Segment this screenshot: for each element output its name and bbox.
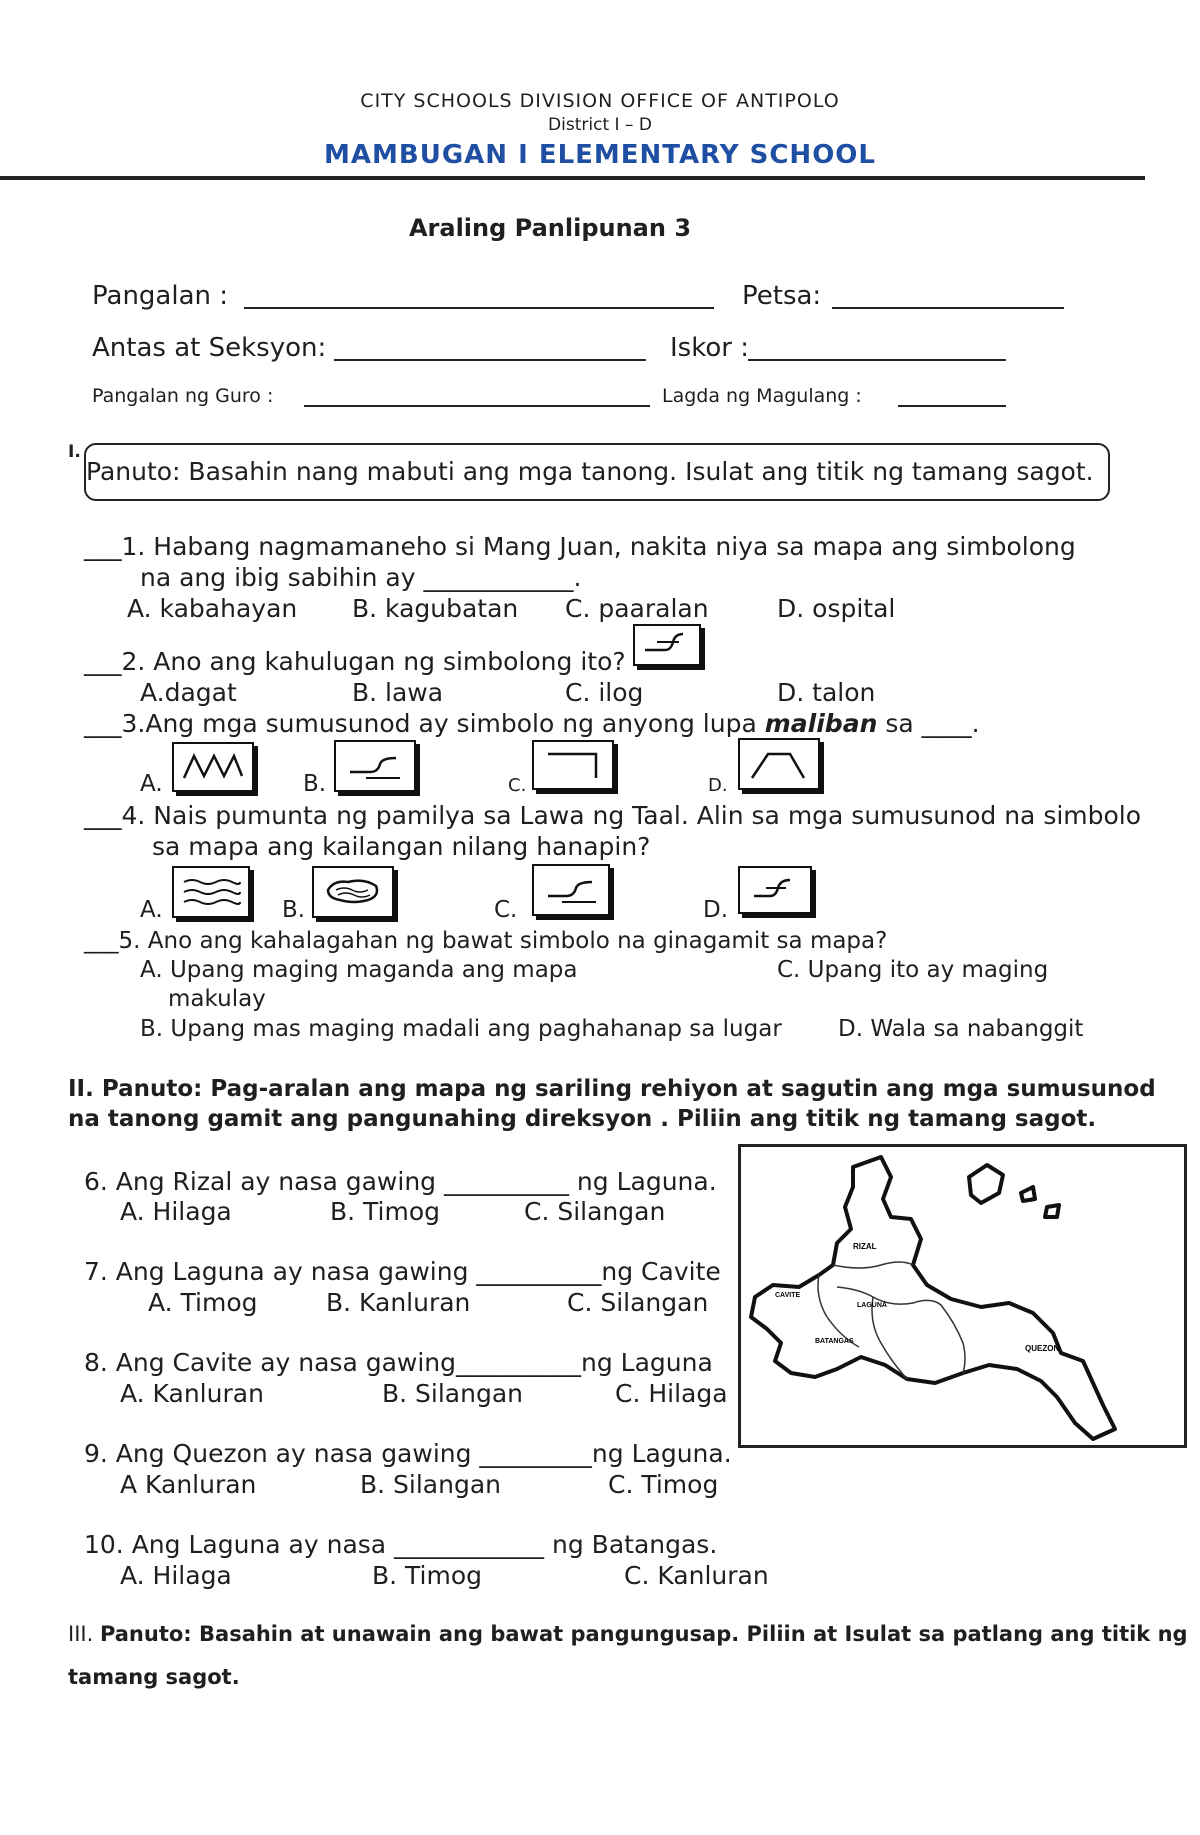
q5-option-a[interactable]: A. Upang maging maganda ang mapa [140, 957, 578, 983]
q6-text: 6. Ang Rizal ay nasa gawing __________ ng Laguna. [84, 1167, 717, 1196]
grade-section-label: Antas at Seksyon: [92, 333, 327, 363]
q1-option-b[interactable]: B. kagubatan [352, 594, 519, 623]
q3-text [84, 709, 980, 738]
q7-option-b[interactable]: B. Kanluran [326, 1288, 471, 1317]
river-symbol-2-icon [334, 740, 416, 792]
mountain-symbol-icon [738, 738, 820, 790]
q5-option-c[interactable]: C. Upang ito ay maging [777, 957, 1049, 983]
q8-option-c[interactable]: C. Hilaga [615, 1379, 728, 1408]
q9-option-b[interactable]: B. Silangan [360, 1470, 502, 1499]
river-symbol-3-icon [532, 864, 610, 916]
teacher-field[interactable] [304, 405, 650, 407]
waterfall-symbol-icon [738, 866, 812, 914]
q8-text: 8. Ang Cavite ay nasa gawing__________ng Laguna [84, 1348, 713, 1377]
score-label: Iskor : [670, 333, 749, 363]
name-label: Pangalan : [92, 281, 229, 311]
q1-line2: na ang ibig sabihin ay ____________. [140, 563, 582, 592]
q9-option-c[interactable]: C. Timog [608, 1470, 719, 1499]
river-symbol-icon [633, 624, 701, 666]
subject-title: Araling Panlipunan 3 [408, 214, 692, 242]
q7-option-c[interactable]: C. Silangan [567, 1288, 709, 1317]
parent-label: Lagda ng Magulang : [662, 385, 862, 407]
part3-instruction-line2: tamang sagot. [68, 1665, 240, 1689]
mountain-range-symbol-icon [172, 742, 254, 792]
q5-option-b[interactable]: B. Upang mas maging madali ang paghahanap sa lugar [140, 1016, 782, 1042]
q3-emphasis: maliban [764, 709, 878, 738]
plateau-symbol-icon [532, 740, 614, 790]
q5-text: ___5. Ano ang kahalagahan ng bawat simbolo na ginagamit sa mapa? [84, 928, 888, 954]
q2-option-d[interactable]: D. talon [777, 678, 876, 707]
q7-option-a[interactable]: A. Timog [148, 1288, 258, 1317]
teacher-label: Pangalan ng Guro : [92, 385, 274, 407]
map-label-cavite: CAVITE [775, 1292, 801, 1299]
parent-field[interactable] [898, 405, 1006, 407]
q1-option-a[interactable]: A. kabahayan [127, 594, 298, 623]
q4-letter-b[interactable]: B. [282, 897, 306, 923]
q10-option-a[interactable]: A. Hilaga [120, 1561, 232, 1590]
part3-number: III. [68, 1622, 100, 1646]
q8-option-b[interactable]: B. Silangan [382, 1379, 524, 1408]
part3-instruction-line1 [68, 1622, 1188, 1646]
q6-option-b[interactable]: B. Timog [330, 1197, 441, 1226]
q3-letter-a[interactable]: A. [140, 771, 163, 797]
q9-option-a[interactable]: A Kanluran [120, 1470, 257, 1499]
part1-instruction-box [84, 443, 1110, 501]
calabarzon-map-icon [741, 1147, 1184, 1445]
q10-option-b[interactable]: B. Timog [372, 1561, 483, 1590]
part2-instruction-line2: na tanong gamit ang pangunahing direksyon . Piliin ang titik ng tamang sagot. [68, 1106, 1097, 1132]
part2-instruction-line1: II. Panuto: Pag-aralan ang mapa ng sariling rehiyon at sagutin ang mga sumusunod [68, 1076, 1156, 1102]
q4-letter-d[interactable]: D. [703, 897, 729, 923]
q2-text: ___2. Ano ang kahulugan ng simbolong ito? [84, 647, 626, 676]
q1-option-c[interactable]: C. paaralan [565, 594, 709, 623]
map-label-rizal: RIZAL [853, 1242, 877, 1251]
q2-option-c[interactable]: C. ilog [565, 678, 644, 707]
school-name: MAMBUGAN I ELEMENTARY SCHOOL [324, 140, 876, 170]
date-field[interactable] [832, 307, 1064, 309]
q5-option-c-cont: makulay [168, 986, 266, 1012]
part1-number: I. [68, 442, 81, 462]
q2-option-a[interactable]: A.dagat [140, 678, 237, 707]
q4-line1: ___4. Nais pumunta ng pamilya sa Lawa ng Taal. Alin sa mga sumusunod na simbolo [84, 801, 1142, 830]
q4-line2: sa mapa ang kailangan nilang hanapin? [152, 832, 651, 861]
q8-option-a[interactable]: A. Kanluran [120, 1379, 264, 1408]
score-field[interactable] [748, 359, 1006, 361]
grade-section-field[interactable] [334, 359, 646, 361]
sea-symbol-icon [172, 866, 250, 918]
q3-letter-c[interactable]: C. [508, 775, 527, 796]
q1-line1: ___1. Habang nagmamaneho si Mang Juan, nakita niya sa mapa ang simbolong [84, 532, 1076, 561]
division-office: CITY SCHOOLS DIVISION OFFICE OF ANTIPOLO [360, 90, 840, 112]
region-map [738, 1144, 1187, 1448]
date-label: Petsa: [742, 281, 822, 311]
q7-text: 7. Ang Laguna ay nasa gawing __________ng Cavite [84, 1257, 721, 1286]
q3-text-a: ___3.Ang mga sumusunod ay simbolo ng anyong lupa [84, 709, 765, 738]
q5-option-d[interactable]: D. Wala sa nabanggit [838, 1016, 1084, 1042]
q2-option-b[interactable]: B. lawa [352, 678, 444, 707]
q6-option-c[interactable]: C. Silangan [524, 1197, 666, 1226]
part1-instruction: Panuto: Basahin nang mabuti ang mga tanong. Isulat ang titik ng tamang sagot. [86, 457, 1094, 486]
q10-option-c[interactable]: C. Kanluran [624, 1561, 769, 1590]
q6-option-a[interactable]: A. Hilaga [120, 1197, 232, 1226]
map-label-laguna: LAGUNA [857, 1302, 887, 1309]
map-label-batangas: BATANGAS [815, 1338, 854, 1345]
q3-letter-d[interactable]: D. [708, 775, 728, 796]
q9-text: 9. Ang Quezon ay nasa gawing _________ng Laguna. [84, 1439, 732, 1468]
q3-text-b: sa ____. [877, 709, 980, 738]
name-field[interactable] [244, 307, 714, 309]
q4-letter-c[interactable]: C. [494, 897, 518, 923]
lake-symbol-icon [312, 866, 394, 918]
header-divider [0, 176, 1145, 180]
q10-text: 10. Ang Laguna ay nasa ____________ ng Batangas. [84, 1530, 718, 1559]
q3-letter-b[interactable]: B. [303, 771, 327, 797]
q4-letter-a[interactable]: A. [140, 897, 163, 923]
q1-option-d[interactable]: D. ospital [777, 594, 896, 623]
district: District I – D [548, 115, 652, 135]
part3-instruction-text: Panuto: Basahin at unawain ang bawat pangungusap. Piliin at Isulat sa patlang ang titik ng [99, 1622, 1188, 1646]
map-label-quezon: QUEZON [1025, 1344, 1060, 1353]
